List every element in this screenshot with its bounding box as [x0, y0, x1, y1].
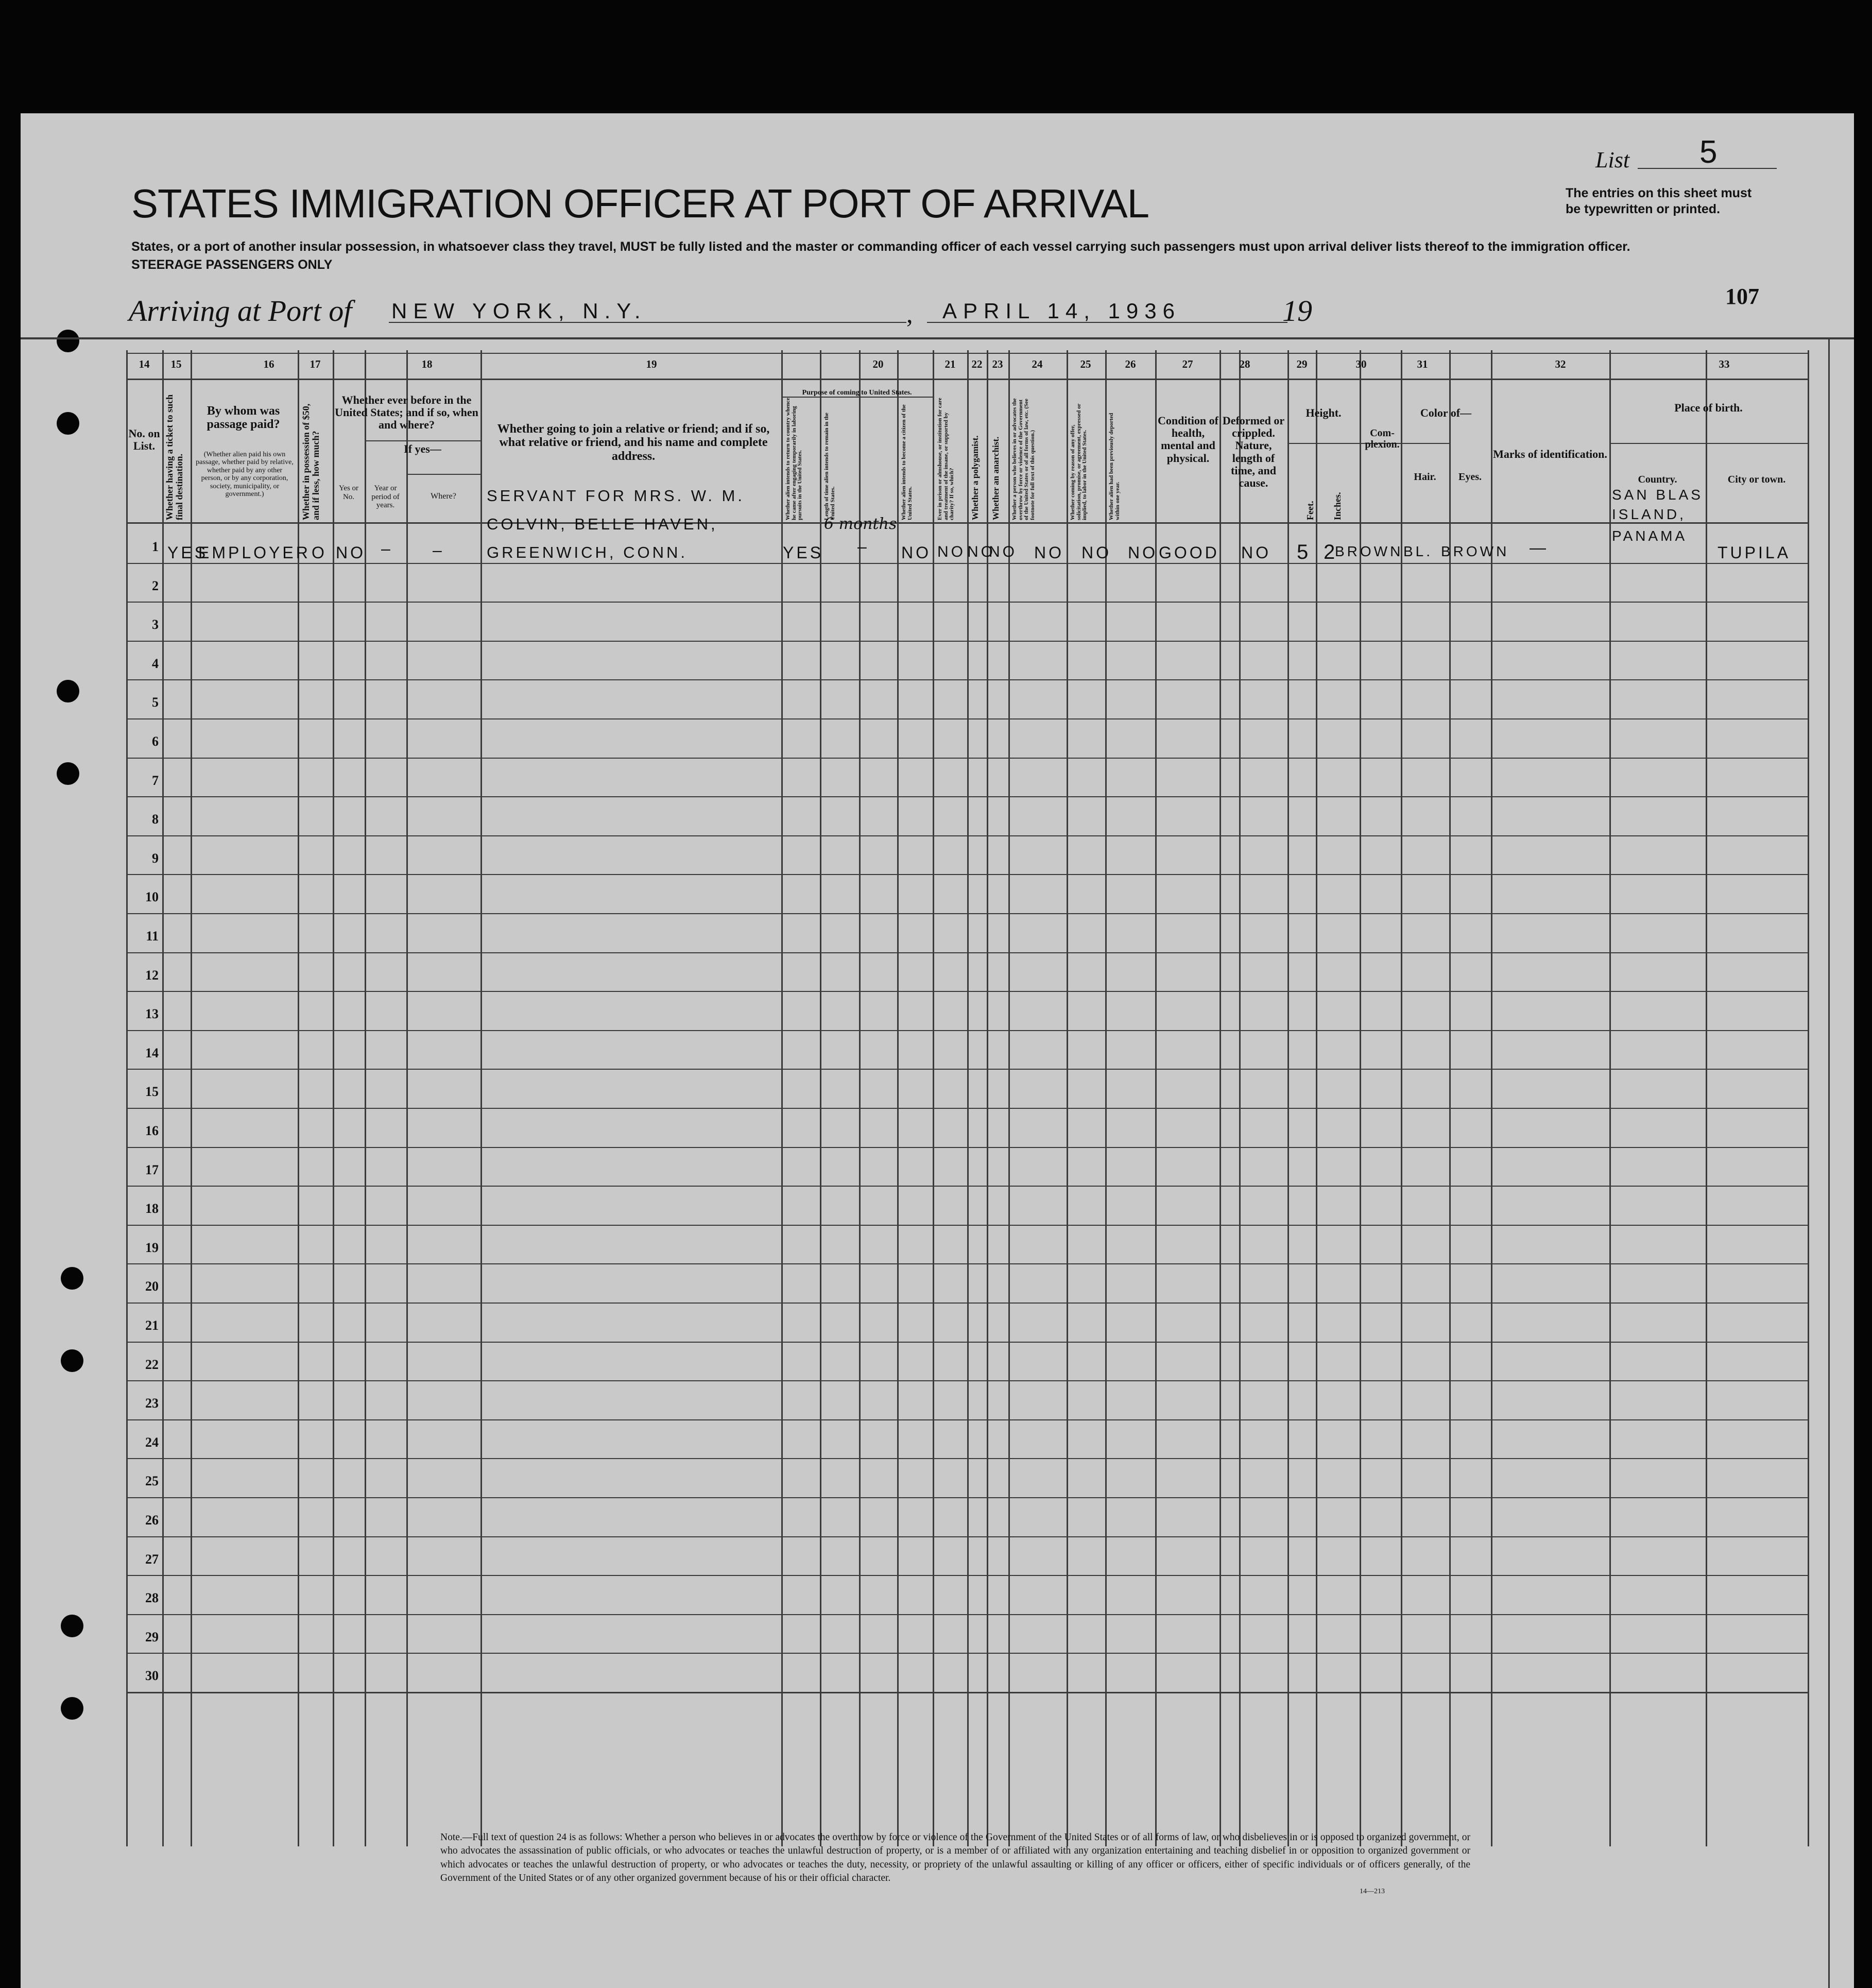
row-number: 12: [145, 967, 159, 983]
grid-line: [1609, 350, 1611, 1846]
header-return-intent: Whether alien intends to return to country whence he came after engaging temporarily in laboring pursuits in the United States.: [785, 398, 803, 520]
row-number: 27: [145, 1551, 159, 1567]
cell-labor-offer: NO: [1081, 543, 1111, 562]
header-purpose: Purpose of coming to United States.: [802, 389, 912, 397]
grid-line: [1449, 350, 1451, 1846]
grid-line: [1067, 350, 1068, 1846]
grid-line: [162, 350, 164, 1846]
grid-line: [933, 350, 934, 1846]
cell-join-3: GREENWICH, CONN.: [487, 543, 688, 561]
row-number: 11: [146, 929, 159, 944]
cell-before-us: NO: [336, 543, 366, 562]
column-number: 15: [170, 358, 182, 370]
cell-feet: 5: [1297, 541, 1311, 563]
cell-length-stay: 6 months: [824, 515, 897, 533]
cell-eyes: BROWN: [1441, 543, 1509, 559]
header-citizen: Whether alien intends to become a citizen of the United States.: [901, 404, 913, 520]
row-number: 30: [145, 1668, 159, 1684]
header-join-relative: Whether going to join a relative or friend; and if so, what relative or friend, and his name and complete address.: [497, 422, 770, 463]
steerage-label: STEERAGE PASSENGERS ONLY: [131, 258, 333, 272]
cell-join-2: COLVIN, BELLE HAVEN,: [487, 515, 718, 533]
row-number: 2: [152, 578, 159, 593]
row-number: 22: [145, 1357, 159, 1372]
cell-health: GOOD: [1159, 543, 1220, 562]
grid-line: [298, 350, 299, 1846]
column-number: 31: [1417, 358, 1428, 370]
grid-line: [859, 350, 861, 1846]
header-complexion: Com- plexion.: [1365, 427, 1400, 450]
column-number: 26: [1125, 358, 1136, 370]
grid-line: [987, 350, 988, 1846]
grid-line: [1316, 350, 1317, 1846]
grid-line: [1287, 443, 1360, 444]
cell-anarchist: NO: [989, 543, 1017, 560]
row-number: 24: [145, 1434, 159, 1450]
cell-complexion: BROWN: [1335, 543, 1403, 559]
header-color-of: Color of—: [1420, 406, 1472, 419]
column-number: 21: [944, 358, 956, 370]
grid-line: [1706, 350, 1707, 1846]
column-number: 18: [421, 358, 433, 370]
header-years: Year or period of years.: [371, 484, 400, 509]
column-number: 30: [1355, 358, 1367, 370]
grid-line: [21, 337, 1854, 339]
grid-line: [333, 350, 334, 1846]
grid-line: [480, 350, 482, 1846]
cell-inches: 2: [1324, 541, 1338, 563]
cell-deported: NO: [1128, 543, 1158, 562]
header-eyes: Eyes.: [1458, 471, 1482, 483]
grid-line: [967, 350, 969, 1846]
row-number: 28: [145, 1590, 159, 1606]
column-number: 25: [1080, 358, 1091, 370]
row-number: 19: [145, 1240, 159, 1255]
cell-country-1: SAN BLAS: [1612, 487, 1703, 503]
header-marks: Marks of identification.: [1493, 448, 1607, 460]
row-number: 17: [145, 1162, 159, 1177]
grid-line: [1808, 350, 1809, 1846]
header-passage-paid: By whom was passage paid?: [207, 404, 280, 432]
grid-line: [406, 350, 408, 1846]
manifest-sheet: [21, 113, 1854, 1988]
header-feet: Feet.: [1305, 501, 1315, 520]
row-number: 26: [145, 1513, 159, 1528]
header-city: City or town.: [1727, 474, 1786, 485]
row-number: 21: [145, 1318, 159, 1333]
cell-city: TUPILA: [1718, 543, 1791, 562]
arriving-label: Arriving at Port of: [129, 294, 352, 328]
cell-money: O: [312, 543, 327, 562]
header-health: Condition of health, mental and physical.: [1158, 414, 1218, 465]
column-number: 29: [1296, 358, 1308, 370]
column-number: 24: [1032, 358, 1043, 370]
comma-1: ,: [906, 299, 913, 328]
grid-line: [1491, 350, 1492, 1846]
header-deformed: Deformed or crippled. Nature, length of time, and cause.: [1222, 414, 1285, 489]
sheet-number: 107: [1725, 284, 1759, 309]
cell-prison: NO: [937, 543, 966, 560]
column-number: 14: [139, 358, 150, 370]
row-number: 1: [152, 539, 159, 554]
column-number: 17: [310, 358, 321, 370]
header-before-yes-no: Yes or No.: [338, 484, 359, 501]
cell-join-1: SERVANT FOR MRS. W. M.: [487, 487, 745, 505]
header-place-of-birth: Place of birth.: [1674, 401, 1743, 414]
row-number: 10: [145, 889, 159, 905]
grid-line: [1008, 350, 1010, 1846]
row-number: 16: [145, 1123, 159, 1138]
cell-years: –: [381, 539, 393, 558]
port-value: NEW YORK, N.Y.: [391, 299, 647, 323]
cell-passage-paid: EMPLOYER: [198, 543, 311, 562]
header-ticket: Whether having a ticket to such final destination.: [164, 394, 184, 520]
typewritten-note: The entries on this sheet must be typewritten or printed.: [1566, 186, 1752, 217]
column-number: 16: [263, 358, 274, 370]
column-number: 33: [1719, 358, 1730, 370]
row-number: 4: [152, 656, 159, 671]
form-code: 14—213: [1360, 1888, 1385, 1895]
row-number: 14: [145, 1045, 159, 1060]
footer-note: Note.—Full text of question 24 is as follows: Whether a person who believes in or advocates the overthrow by force or violence of the Government of the United States or of all forms of law, or who disbelieves in or is opposed to organized government, or who advocates the assassination of public officials, or who advocates or teaches the unlawful destruction of property, or is a member of or affiliated with any organization entertaining and teaching disbelief in or opposition to organized government or which advocates or teaches the unlawful destruction of property, or who advocates or teaches the duty, necessity, or propriety of the unlawful assaulting or killing of any officer or officers, either of specific individuals or of officers generally, of the Government of the United States or of any other organized government because of his or their official character.: [440, 1832, 1470, 1883]
grid-line: [406, 474, 480, 475]
grid-line: [1155, 350, 1157, 1846]
column-number: 19: [646, 358, 657, 370]
grid-line: [191, 350, 192, 1846]
header-passage-paid-note: (Whether alien paid his own passage, whether paid by relative, whether paid by any other person, or by any corporation, society, municipality, or government.): [196, 451, 294, 498]
header-no-on-list: No. on List.: [128, 427, 160, 453]
column-number: 28: [1239, 358, 1250, 370]
cell-deformed: NO: [1241, 543, 1271, 562]
header-prison: Ever in prison or almshouse, or institution for care and treatment of the insane, or supported by charity? If so, which?: [937, 398, 955, 520]
column-number: 23: [992, 358, 1003, 370]
column-number: 20: [872, 358, 884, 370]
grid-line: [1828, 337, 1830, 1988]
row-number: 6: [152, 734, 159, 749]
header-length-stay: Length of time alien intends to remain in the United States.: [823, 413, 836, 520]
cell-marks: —: [1530, 538, 1549, 557]
header-anarchist: Whether an anarchist.: [991, 436, 1001, 520]
cell-citizen: NO: [901, 543, 931, 562]
grid-line: [1401, 350, 1402, 1846]
row-number: 9: [152, 850, 159, 866]
grid-line: [1287, 350, 1289, 1846]
cell-length-stay-mark: –: [857, 537, 869, 556]
cell-where: –: [433, 541, 444, 559]
header-labor-offer: Whether coming by reason of any offer, solicitation, promise, or agreement, expressed or implied, to labor in the United States.: [1070, 403, 1088, 520]
row-number: 7: [152, 773, 159, 788]
row-number: 29: [145, 1629, 159, 1644]
list-label: List: [1595, 147, 1630, 173]
grid-line: [1220, 350, 1221, 1846]
row-number: 3: [152, 617, 159, 632]
grid-line: [365, 440, 480, 441]
grid-line: [1105, 350, 1107, 1846]
header-inches: Inches.: [1332, 492, 1343, 520]
list-number: 5: [1699, 134, 1724, 170]
grid-line: [1609, 443, 1808, 444]
header-if-yes: If yes—: [404, 442, 441, 455]
row-number: 8: [152, 812, 159, 827]
header-before-us: Whether ever before in the United States; and if so, when and where?: [335, 393, 478, 432]
cell-country-2: ISLAND,: [1612, 506, 1686, 522]
header-deported: Whether alien had been previously deported within one year.: [1108, 413, 1121, 520]
cell-overthrow: NO: [1034, 543, 1064, 562]
column-number: 22: [971, 358, 983, 370]
row-number: 20: [145, 1279, 159, 1294]
grid-line: [126, 350, 128, 1846]
grid-line: [365, 350, 366, 1846]
row-number: 25: [145, 1473, 159, 1489]
header-country: Country.: [1638, 474, 1677, 485]
column-number: 27: [1182, 358, 1193, 370]
row-number: 13: [145, 1006, 159, 1022]
header-polygamist: Whether a polygamist.: [970, 435, 980, 520]
header-height: Height.: [1306, 406, 1342, 419]
row-number: 23: [145, 1396, 159, 1411]
grid-line: [781, 350, 783, 1846]
row-number: 5: [152, 695, 159, 710]
row-number: 15: [145, 1084, 159, 1100]
date-value: APRIL 14, 1936: [942, 299, 1181, 323]
cell-ticket: YES: [167, 543, 209, 562]
cell-hair: BL.: [1403, 543, 1433, 559]
grid-line: [1360, 350, 1361, 1846]
cell-return-intent: YES: [783, 543, 824, 562]
grid-line: [820, 350, 821, 1846]
grid-line: [897, 350, 899, 1846]
form-subtitle: States, or a port of another insular possession, in whatsoever class they travel, MUST be fully listed and the master or commanding officer of each vessel carrying such passengers must upon arrival deliver lists thereof to the immigration officer.: [131, 239, 1630, 254]
cell-country-3: PANAMA: [1612, 528, 1688, 544]
grid-line: [1239, 350, 1241, 1846]
header-money: Whether in possession of $50, and if less, how much?: [301, 403, 321, 520]
manifest-table: [21, 113, 1854, 1988]
header-where: Where?: [431, 492, 456, 501]
cell-polygamist: NO: [967, 543, 995, 560]
row-number: 18: [145, 1201, 159, 1216]
header-overthrow: Whether a person who believes in or advocates the overthrow by force or violence of the Government of the United States or of all forms of law, etc. (See footnote for full text of this question.): [1011, 398, 1036, 520]
year-prefix: 19: [1282, 294, 1312, 328]
column-number: 32: [1555, 358, 1566, 370]
header-hair: Hair.: [1414, 471, 1436, 483]
form-title: STATES IMMIGRATION OFFICER AT PORT OF ARRIVAL: [131, 181, 1149, 226]
